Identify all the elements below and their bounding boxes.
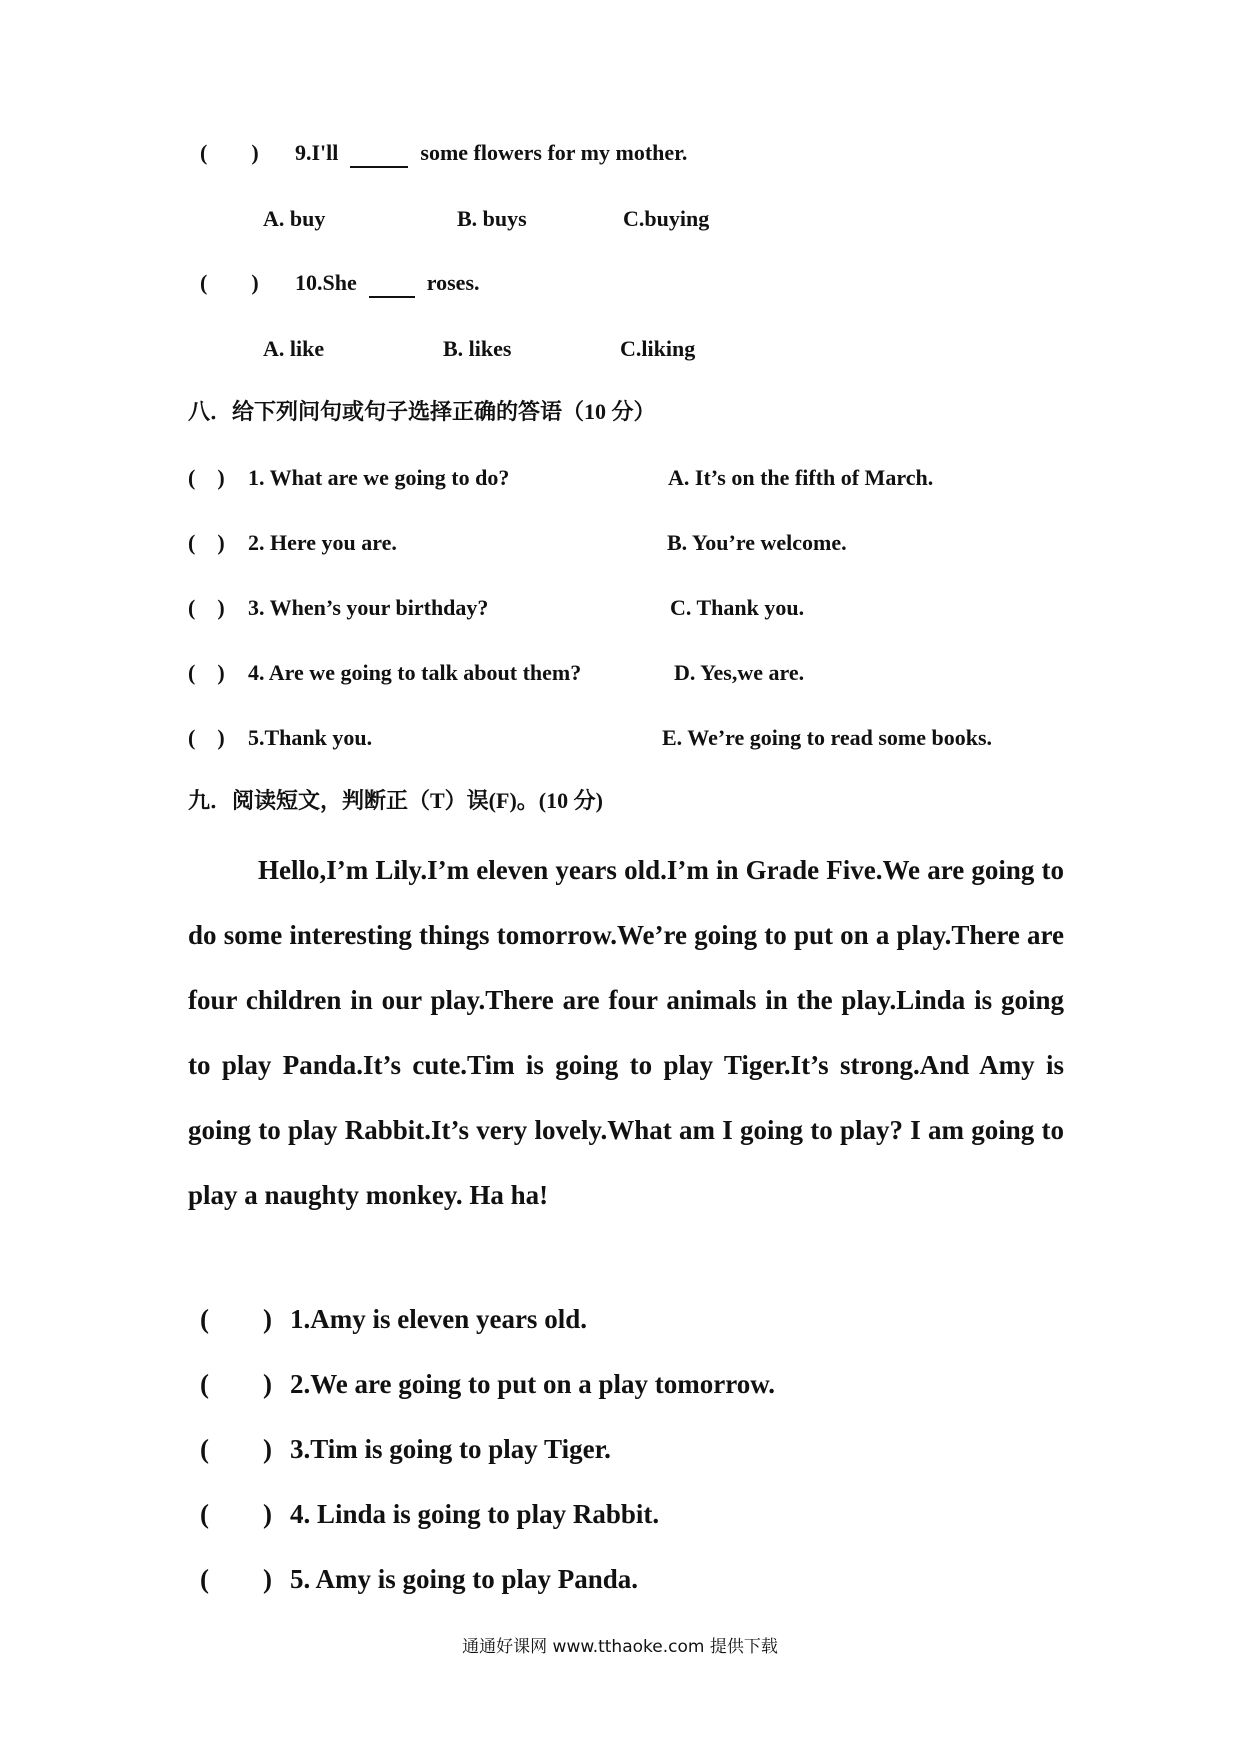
tf-statement-2	[200, 1371, 775, 1398]
answer-option-a: A. It’s on the fifth of March.	[668, 465, 934, 490]
answer-option-e: E. We’re going to read some books.	[662, 725, 993, 750]
mc-question-10	[200, 272, 480, 298]
option-b: B. likes	[443, 336, 512, 361]
question-text: 4. Are we going to talk about them?	[248, 660, 582, 685]
question-text: 3. When’s your birthday?	[248, 595, 489, 620]
answer-paren[interactable]: ( )	[200, 140, 259, 165]
answer-paren[interactable]: ( )	[200, 1499, 272, 1529]
match-question-1	[188, 467, 509, 489]
statement-text: 5. Amy is going to play Panda.	[290, 1564, 639, 1594]
answer-paren[interactable]: ( )	[200, 1434, 272, 1464]
question-text: 2. Here you are.	[248, 530, 397, 555]
tf-statement-4	[200, 1501, 659, 1528]
statement-text: 2.We are going to put on a play tomorrow.	[290, 1369, 776, 1399]
question-text-after: some flowers for my mother.	[420, 140, 688, 165]
answer-paren[interactable]: ( )	[200, 1564, 272, 1594]
match-question-5	[188, 727, 372, 749]
answer-option-d: D. Yes,we are.	[674, 660, 805, 685]
statement-text: 1.Amy is eleven years old.	[290, 1304, 587, 1334]
tf-statement-1	[200, 1306, 587, 1333]
option-a: A. buy	[263, 206, 326, 231]
answer-paren[interactable]: ( )	[188, 530, 225, 555]
question-text-before: 9.I'll	[295, 140, 339, 165]
answer-paren[interactable]: ( )	[200, 1304, 272, 1334]
answer-option-b: B. You’re welcome.	[667, 530, 847, 555]
mc-question-9	[200, 142, 687, 168]
question-text: 5.Thank you.	[248, 725, 373, 750]
section-9-heading: 九．阅读短文，判断正（T）误(F)。(10 分)	[188, 788, 603, 813]
answer-paren[interactable]: ( )	[188, 595, 225, 620]
answer-paren[interactable]: ( )	[200, 1369, 272, 1399]
match-question-3	[188, 597, 488, 619]
answer-paren[interactable]: ( )	[188, 725, 225, 750]
section-8-heading: 八．给下列问句或句子选择正确的答语（10 分）	[188, 399, 656, 424]
match-question-2	[188, 532, 397, 554]
option-a: A. like	[263, 336, 325, 361]
option-c: C.liking	[620, 336, 696, 361]
question-text-before: 10.She	[295, 270, 357, 295]
statement-text: 3.Tim is going to play Tiger.	[290, 1434, 611, 1464]
option-b: B. buys	[457, 206, 527, 231]
answer-paren[interactable]: ( )	[188, 660, 225, 685]
tf-statement-5	[200, 1566, 638, 1593]
reading-passage: Hello,I’m Lily.I’m eleven years old.I’m in Grade Five.We are going to do some interesting things tomorrow.We’re going to put on a play.There are four children in our play.There are four animals in the play.Linda is going to play Panda.It’s cute.Tim is going to play Tiger.It’s strong.And Amy is going to play Rabbit.It’s very lovely.What am I going to play? I am going to play a naughty monkey. Ha ha!	[188, 855, 1064, 1210]
question-text-after: roses.	[426, 270, 480, 295]
answer-blank	[350, 144, 408, 168]
page-footer: 通通好课网 www.tthaoke.com 提供下载	[462, 1637, 778, 1657]
question-text: 1. What are we going to do?	[248, 465, 510, 490]
answer-paren[interactable]: ( )	[200, 270, 259, 295]
answer-paren[interactable]: ( )	[188, 465, 225, 490]
match-question-4	[188, 662, 581, 684]
option-c: C.buying	[623, 206, 710, 231]
tf-statement-3	[200, 1436, 611, 1463]
answer-blank	[369, 274, 415, 298]
statement-text: 4. Linda is going to play Rabbit.	[290, 1499, 660, 1529]
answer-option-c: C. Thank you.	[670, 595, 805, 620]
